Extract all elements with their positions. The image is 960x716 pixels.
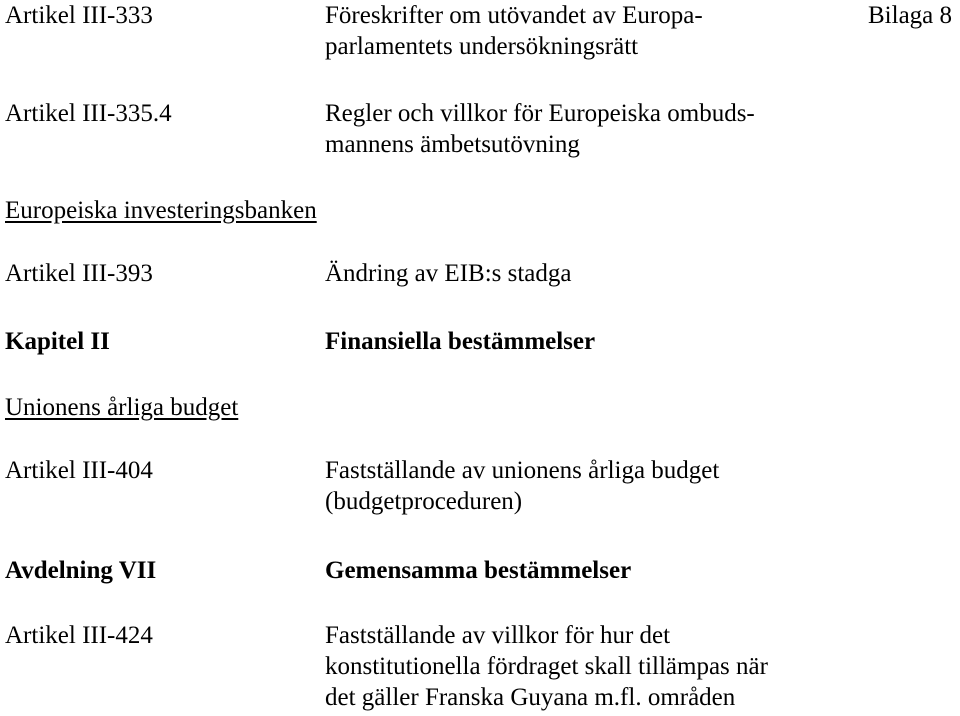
chapter-label: Kapitel II [5, 328, 110, 355]
article-description-line: Ändring av EIB:s stadga [325, 260, 572, 287]
article-description-line: Regler och villkor för Europeiska ombuds- [325, 100, 755, 127]
article-description-line: konstitutionella fördraget skall tillämpas när [325, 653, 768, 680]
article-description-line: det gäller Franska Guyana m.fl. områden [325, 684, 736, 711]
article-description-line: Föreskrifter om utövandet av Europa- [325, 2, 703, 29]
part-label: Avdelning VII [5, 557, 157, 584]
article-description-line: parlamentets undersökningsrätt [325, 33, 639, 60]
article-description-line: Fastställande av villkor för hur det [325, 622, 671, 649]
chapter-title: Finansiella bestämmelser [325, 328, 596, 355]
annex-label: Bilaga 8 [868, 2, 953, 29]
section-heading-eib: Europeiska investeringsbanken [5, 197, 317, 224]
article-description-line: mannens ämbetsutövning [325, 131, 580, 158]
article-number: Artikel III-404 [5, 457, 153, 484]
article-number: Artikel III-335.4 [5, 100, 172, 127]
article-description-line: Fastställande av unionens årliga budget [325, 457, 720, 484]
article-number: Artikel III-333 [5, 2, 153, 29]
section-heading-budget: Unionens årliga budget [5, 394, 239, 421]
article-number: Artikel III-424 [5, 622, 153, 649]
article-number: Artikel III-393 [5, 260, 153, 287]
part-title: Gemensamma bestämmelser [325, 557, 632, 584]
article-description-line: (budgetproceduren) [325, 488, 523, 515]
